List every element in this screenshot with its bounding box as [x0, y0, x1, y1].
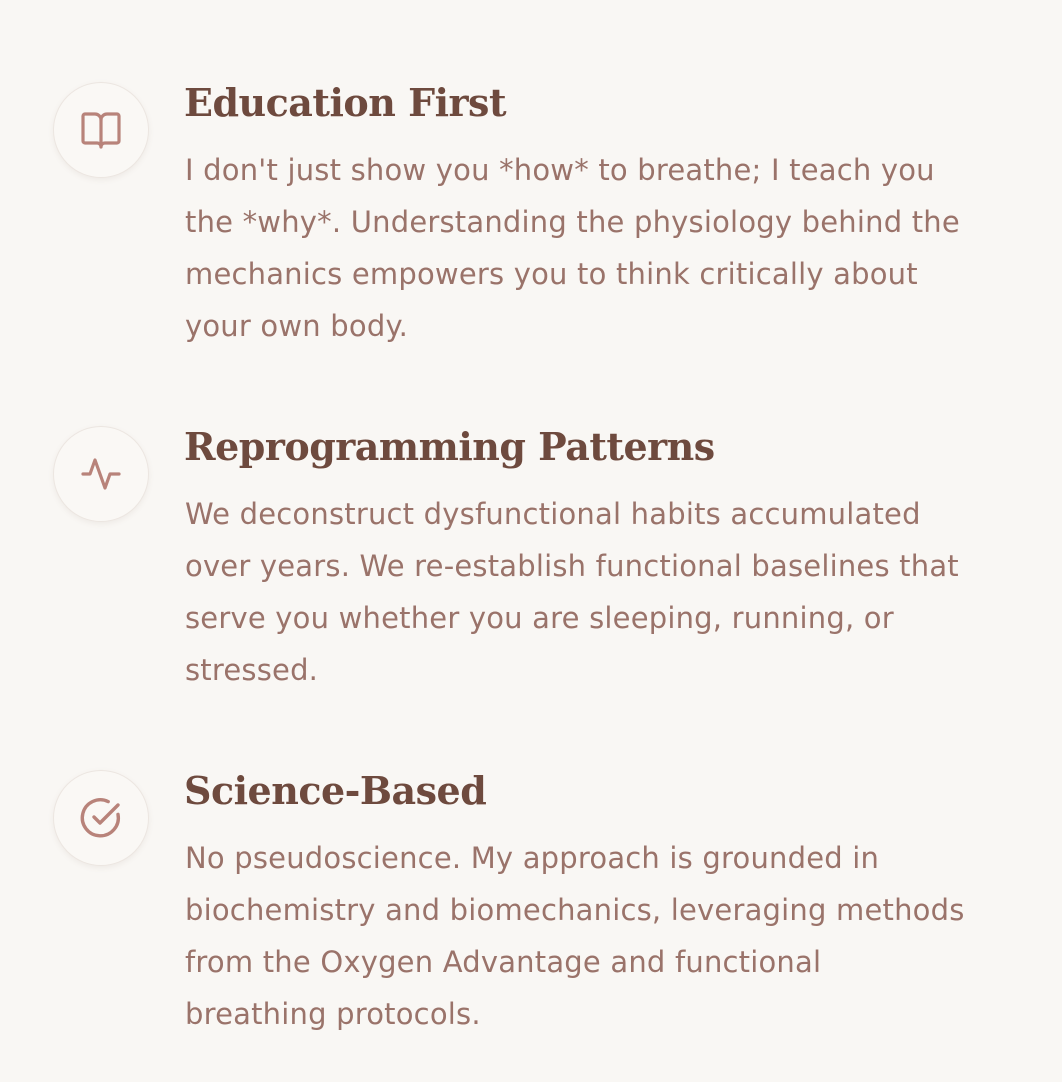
book-open-icon — [77, 106, 125, 154]
feature-icon-badge — [53, 82, 149, 178]
feature-description: I don't just show you *how* to breathe; I teach you the *why*. Understanding the physiology behind the mechanics empowers you to think critically about your own body. — [185, 153, 960, 343]
feature-title: Science-Based — [184, 768, 487, 813]
feature-icon-badge — [53, 770, 149, 866]
activity-icon — [77, 450, 125, 498]
feature-icon-badge — [53, 426, 149, 522]
check-circle-icon — [77, 794, 125, 842]
feature-description: We deconstruct dysfunctional habits accumulated over years. We re-establish functional baselines that serve you whether you are sleeping, running, or stressed. — [185, 497, 959, 687]
feature-title: Education First — [184, 80, 506, 125]
feature-description: No pseudoscience. My approach is grounded in biochemistry and biomechanics, leveraging methods from the Oxygen Advantage and functional breathing protocols. — [185, 841, 965, 1031]
feature-title: Reprogramming Patterns — [184, 424, 715, 469]
